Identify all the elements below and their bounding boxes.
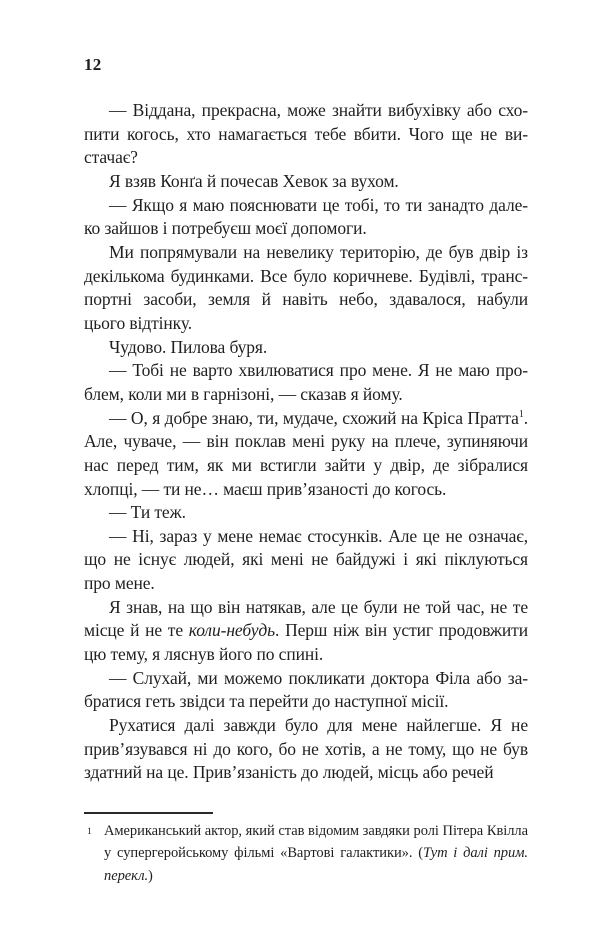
paragraph — [84, 170, 528, 194]
footnote-reference: 1 — [518, 408, 524, 420]
text-line: Я знав, на що він натякав, але це були не той час, не те — [109, 596, 528, 617]
styled-text: Тут і далі прим. — [423, 845, 528, 862]
styled-text: у супергеройському фільмі «Вартові галактики». ( — [104, 845, 424, 862]
footnote-marker: 1 — [87, 827, 92, 837]
styled-text: . Перш ніж він устиг продовжити — [275, 620, 528, 641]
text-line: Але, чуваче, — він поклав мені руку на плече, зупиняючи — [84, 431, 528, 452]
text-line: цю тему, я ляснув його по спині. — [84, 644, 324, 665]
styled-text: перекл. — [104, 867, 149, 884]
text-line: декількома будинками. Все було коричневе. Будівлі, транс- — [84, 265, 528, 286]
paragraph — [84, 714, 528, 785]
text-line — [84, 619, 528, 643]
text-line: ко зайшов і потребуєш моєї допомоги. — [84, 218, 367, 239]
text-line: прив’язувався ні до кого, бо не хотів, а не тому, що не був — [84, 738, 528, 759]
styled-text: коли-небудь — [188, 620, 276, 641]
text-line: — Тобі не варто хвилюватися про мене. Я не маю про- — [109, 360, 528, 381]
page-number: 12 — [84, 55, 102, 74]
text-line: Чудово. Пилова буря. — [109, 336, 268, 357]
text-line: здатний на це. Прив’язаність до людей, місць або речей — [84, 762, 494, 783]
paragraph — [84, 359, 528, 406]
footnote-separator — [84, 812, 213, 814]
text-line: нас перед тим, як ми встигли зайти у двір, де зібралися — [84, 454, 528, 475]
text-line: пити когось, хто намагається тебе вбити. Чого ще не ви- — [84, 123, 528, 144]
paragraph — [84, 336, 528, 360]
footnote — [84, 820, 528, 887]
paragraph — [84, 525, 528, 596]
styled-text: ) — [148, 867, 153, 884]
paragraph — [84, 99, 528, 170]
text-line: цього відтінку. — [84, 312, 192, 333]
paragraph — [84, 596, 528, 667]
text-line: — Якщо я маю пояснювати це тобі, то ти занадто дале- — [109, 194, 528, 215]
text-line: Американський актор, який став відомим завдяки ролі Пітера Квілла — [104, 823, 528, 839]
text-line: портні засоби, земля й навіть небо, здавалося, набули — [84, 289, 528, 310]
styled-text: — О, я добре знаю, ти, мудаче, схожий на Кріса Пратта — [109, 407, 519, 428]
paragraph — [84, 194, 528, 241]
text-line — [104, 842, 528, 864]
text-line: Ми попрямували на невелику територію, де був двір із — [109, 241, 528, 262]
text-line — [104, 865, 528, 887]
text-line: блем, коли ми в гарнізоні, — сказав я йому. — [84, 383, 403, 404]
text-line: стачає? — [84, 147, 138, 168]
paragraph — [84, 667, 528, 714]
text-line: про мене. — [84, 573, 155, 594]
styled-text: місце й не те — [84, 620, 189, 641]
body-text — [84, 99, 528, 785]
footnote-text — [84, 820, 528, 887]
text-line: Я взяв Конґа й почесав Хевок за вухом. — [109, 170, 399, 191]
text-line: — Ні, зараз у мене немає стосунків. Але це не означає, — [109, 525, 528, 546]
styled-text: . — [523, 407, 528, 428]
text-line — [84, 407, 528, 431]
text-line: що не існує людей, які мені не байдужі і які піклуються — [84, 549, 528, 570]
text-line: хлопці, — ти не… маєш прив’язаності до когось. — [84, 478, 447, 499]
paragraph — [84, 407, 528, 502]
text-line: — Слухай, ми можемо покликати доктора Філа або за- — [109, 667, 528, 688]
paragraph — [84, 241, 528, 336]
paragraph — [84, 501, 528, 525]
text-line: — Ти теж. — [109, 502, 186, 523]
text-line: братися геть звідси та перейти до наступної місії. — [84, 691, 449, 712]
text-line: — Віддана, прекрасна, може знайти вибухівку або схо- — [109, 100, 528, 120]
text-line: Рухатися далі завжди було для мене найлегше. Я не — [109, 715, 528, 736]
